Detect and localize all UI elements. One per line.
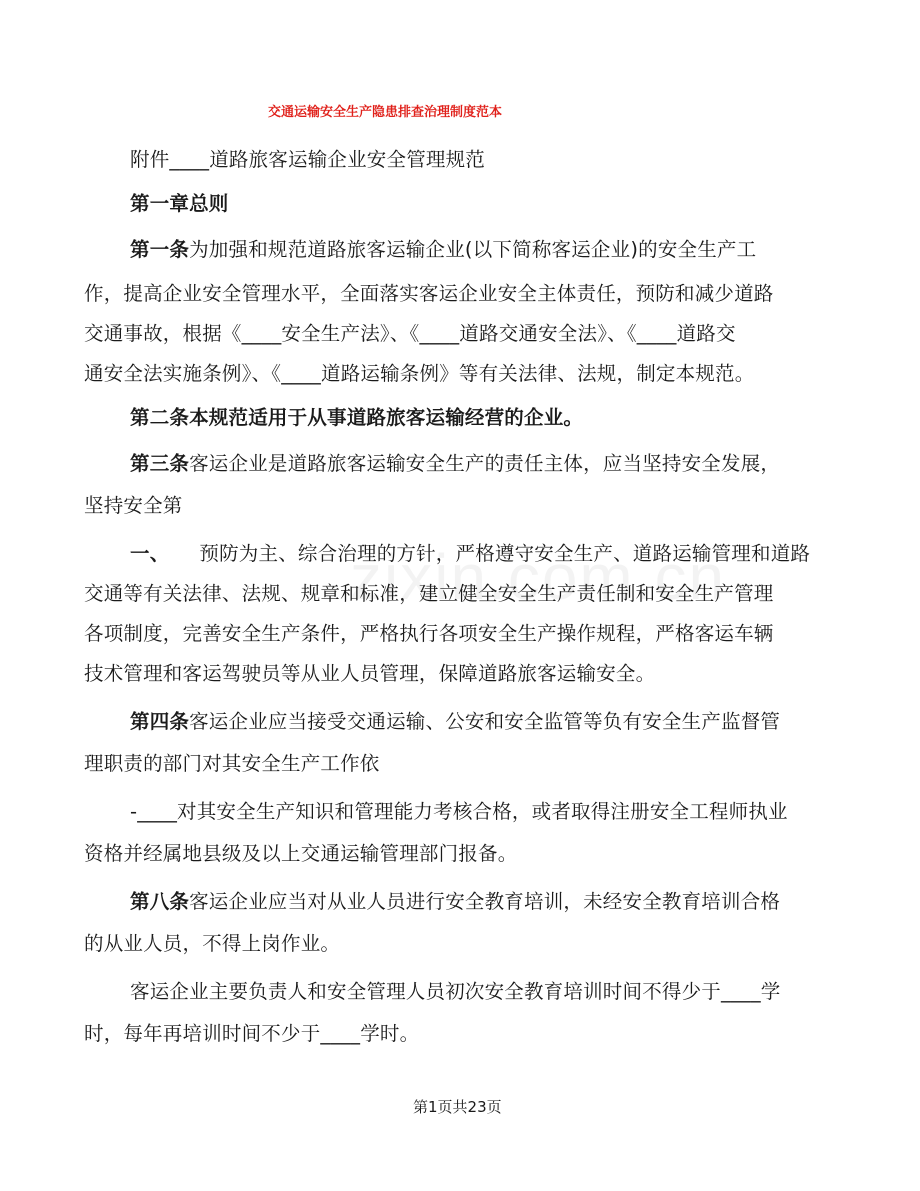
article-3-line-1 xyxy=(130,450,780,478)
article-3-line-2: 坚持安全第 xyxy=(84,494,183,517)
article-4-line-2: 理职责的部门对其安全生产工作依 xyxy=(84,752,380,775)
article-1-line-3: 交通事故，根据《____安全生产法》、《____道路交通安全法》、《____道路交 xyxy=(84,322,736,345)
chapter-heading: 第一章总则 xyxy=(130,192,229,215)
item-1-text: 预防为主、综合治理的方针，严格遵守安全生产、道路运输管理和道路 xyxy=(199,542,811,565)
article-1-text: 为加强和规范道路旅客运输企业(以下简称客运企业)的安全生产工 xyxy=(189,238,757,261)
article-1-line-1 xyxy=(130,236,756,264)
article-8-line-1 xyxy=(130,888,780,916)
item-1-label: 一、 xyxy=(130,542,170,565)
article-1-line-2: 作，提高企业安全管理水平，全面落实客运企业安全主体责任，预防和减少道路 xyxy=(84,282,774,305)
article-4-label: 第四条 xyxy=(130,710,190,733)
article-4-line-1 xyxy=(130,708,780,736)
paragraph-line-1: 客运企业主要负责人和安全管理人员初次安全教育培训时间不得少于____学 xyxy=(130,980,781,1003)
item-1-line-4: 技术管理和客运驾驶员等从业人员管理，保障道路旅客运输安全。 xyxy=(84,662,656,685)
page-number: 第1页共23页 xyxy=(413,1098,502,1116)
paragraph-line-2: 时，每年再培训时间不少于____学时。 xyxy=(84,1022,420,1045)
article-4-text: 客运企业应当接受交通运输、公安和安全监管等负有安全生产监督管 xyxy=(189,710,781,733)
item-1-line-2: 交通等有关法律、法规、规章和标准，建立健全安全生产责任制和安全生产管理 xyxy=(84,582,774,605)
article-3-label: 第三条 xyxy=(130,452,190,475)
fragment-line-2: 资格并经属地县级及以上交通运输管理部门报备。 xyxy=(84,842,518,865)
watermark xyxy=(350,540,726,614)
fragment-line-1: -____对其安全生产知识和管理能力考核合格，或者取得注册安全工程师执业 xyxy=(130,800,788,823)
article-8-line-2: 的从业人员，不得上岗作业。 xyxy=(84,932,341,955)
item-1-line-3: 各项制度，完善安全生产条件，严格执行各项安全生产操作规程，严格客运车辆 xyxy=(84,622,774,645)
article-1-line-4: 通安全法实施条例》、《____道路运输条例》等有关法律、法规，制定本规范。 xyxy=(84,362,755,385)
article-1-label: 第一条 xyxy=(130,238,190,261)
attachment-line: 附件____道路旅客运输企业安全管理规范 xyxy=(130,148,486,171)
article-2: 第二条本规范适用于从事道路旅客运输经营的企业。 xyxy=(130,406,584,429)
document-title: 交通运输安全生产隐患排查治理制度范本 xyxy=(268,105,503,120)
article-8-text: 客运企业应当对从业人员进行安全教育培训，未经安全教育培训合格 xyxy=(189,890,781,913)
article-3-text: 客运企业是道路旅客运输安全生产的责任主体，应当坚持安全发展， xyxy=(189,452,781,475)
article-8-label: 第八条 xyxy=(130,890,190,913)
